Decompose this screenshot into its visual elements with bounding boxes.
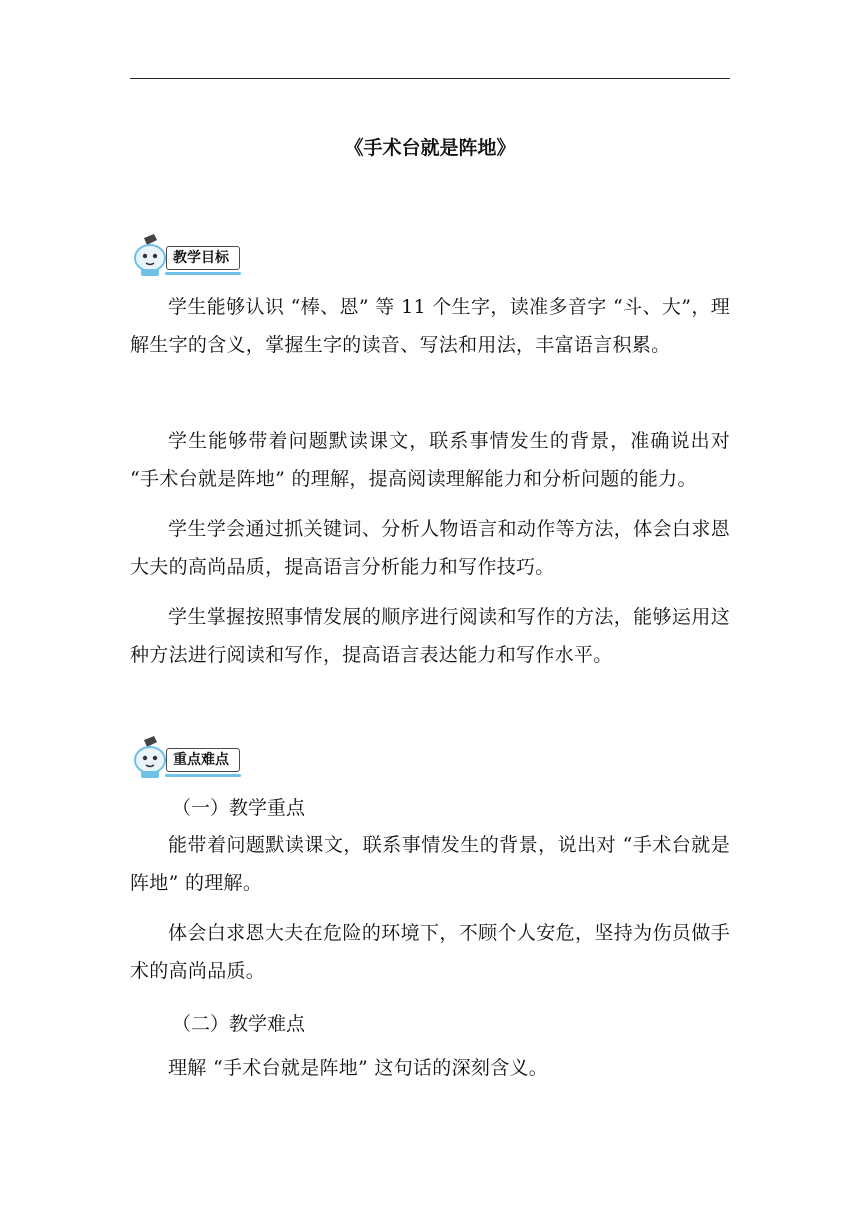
difficulty-heading: （二）教学难点 bbox=[172, 1013, 306, 1035]
section-label-goals: 教学目标 bbox=[166, 246, 240, 270]
difficulty-paragraph-1: 理解 “手术台就是阵地” 这句话的深刻含义。 bbox=[168, 1057, 549, 1079]
section-label-key-points: 重点难点 bbox=[166, 748, 240, 772]
focus-heading: （一）教学重点 bbox=[172, 797, 306, 819]
goal-paragraph-1: 学生能够认识 “棒、恩” 等 11 个生字，读准多音字 “斗、大”，理解生字的含义，掌握生字的读音、写法和用法，丰富语言积累。 bbox=[130, 296, 730, 356]
goal-paragraph-3: 学生学会通过抓关键词、分析人物语言和动作等方法，体会白求恩大夫的高尚品质，提高语言分析能力和写作技巧。 bbox=[130, 518, 730, 578]
section-header-goals bbox=[130, 234, 330, 278]
page-title: 《手术台就是阵地》 bbox=[344, 137, 516, 159]
header-rule bbox=[130, 78, 730, 79]
goal-paragraph-4: 学生掌握按照事情发展的顺序进行阅读和写作的方法，能够运用这种方法进行阅读和写作，提高语言表达能力和写作水平。 bbox=[130, 606, 730, 666]
focus-paragraph-1: 能带着问题默读课文，联系事情发生的背景，说出对 “手术台就是阵地” 的理解。 bbox=[130, 834, 730, 894]
section-header-key-points bbox=[130, 736, 330, 780]
goal-paragraph-2: 学生能够带着问题默读课文，联系事情发生的背景，准确说出对 “手术台就是阵地” 的理解，提高阅读理解能力和分析问题的能力。 bbox=[130, 430, 730, 490]
focus-paragraph-2: 体会白求恩大夫在危险的环境下，不顾个人安危，坚持为伤员做手术的高尚品质。 bbox=[130, 922, 730, 982]
